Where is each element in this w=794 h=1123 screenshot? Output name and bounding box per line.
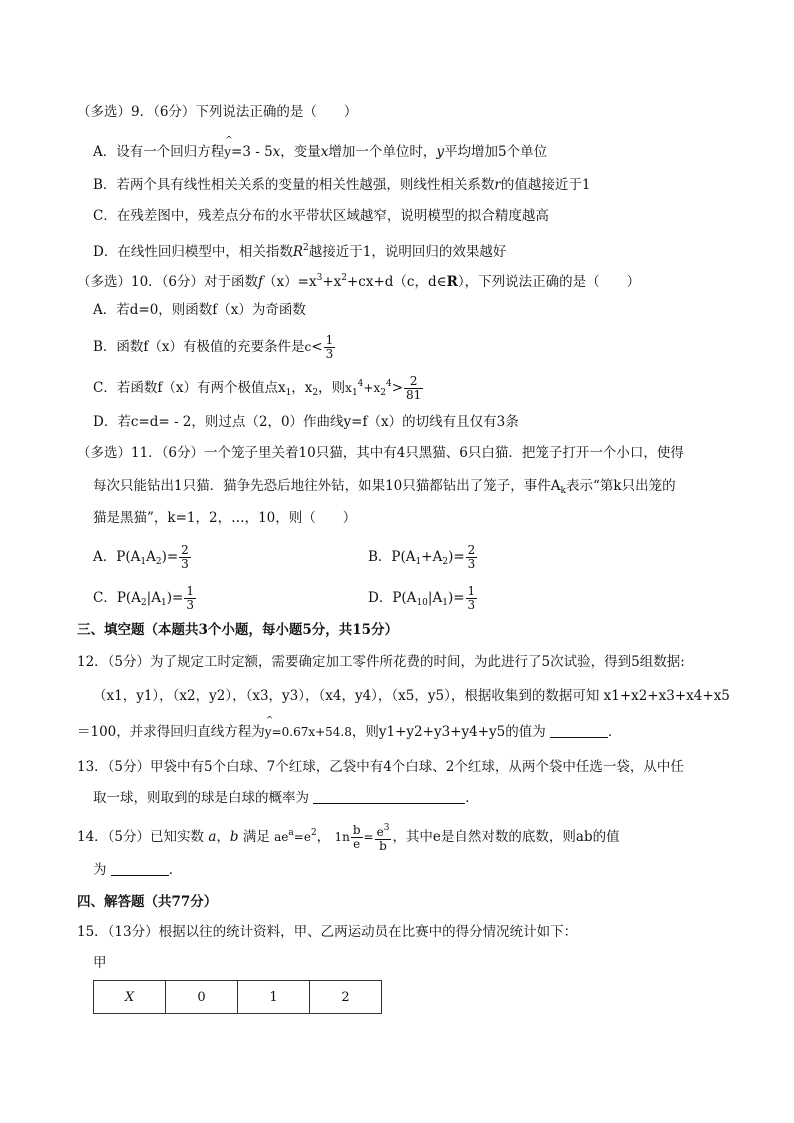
q14-fraction-e3-over-b: $\frac{e^3}{b}$: [376, 823, 390, 853]
q11-c-fraction: $\frac{1}{3}$: [186, 584, 194, 612]
q10-option-a: A．若d=0，则函数f（x）为奇函数: [93, 302, 306, 318]
q10-stem: （多选）10．（6分）对于函数$f(x)=x^3+x^2+cx+d(c$，d∈R），下列说法正确的是（ ）: [77, 273, 641, 290]
q11-d-fraction: $\frac{1}{3}$: [467, 584, 476, 612]
table-row: [94, 981, 382, 1014]
q12-stem-line3: ＝100，并求得回归直线方程为^ y=0.67x+54.8，则y1+y2+y3+y4+y5的值为 ．: [77, 722, 622, 742]
q14-stem-line2: 为 ．: [93, 862, 183, 878]
q10-b-fraction: $\frac{1}{3}$: [325, 333, 334, 361]
q11-b-fraction: $\frac{2}{3}$: [467, 543, 476, 571]
q15-distribution-table: [93, 980, 382, 1014]
table-cell: 1: [238, 981, 310, 1014]
table-cell: 2: [310, 981, 382, 1014]
q11-option-d: D．$P(A_{10}|A_1)=$ $\frac{1}{3}$: [368, 584, 476, 612]
q11-stem-line2: 每次只能钻出1只猫．猫争先恐后地往外钻，如果10只猫都钻出了笼子，事件$A_k$表示“第k只出笼的: [93, 478, 676, 496]
q11-option-a: A．$P(A_1A_2)=$ $\frac{2}{3}$: [93, 543, 189, 571]
q11-option-b: B．$P(A_1+A_2)=$ $\frac{2}{3}$: [368, 543, 476, 571]
q10-option-c: C．若函数f（x）有两个极值点$x_1$，$x_2$，则$x_1^4+x_2^4>$ $\frac{2}{81}$: [93, 374, 422, 402]
q14-fraction-b-over-e: $\frac{b}{e}$: [352, 823, 361, 851]
q12-stem-line2: （x1，y1），（x2，y2），（x3，y3），（x4，y4），（x5，y5），根据收集到的数据可知 x1+x2+x3+x4+x5: [93, 688, 730, 704]
q13-stem-line1: 13．（5分）甲袋中有5个白球、7个红球，乙袋中有4个白球、2个红球，从两个袋中任选一袋，从中任: [77, 759, 684, 775]
table-cell: X: [94, 981, 166, 1014]
q11-a-fraction: $\frac{2}{3}$: [181, 543, 189, 571]
q9-option-d: D．在线性回归模型中，相关指数$R^2$越接近于1，说明回归的效果越好: [93, 243, 507, 260]
q10-option-d: D．若c=d= - 2，则过点（2，0）作曲线y=f（x）的切线有且仅有3条: [93, 414, 519, 430]
q14-stem-line1: 14．（5分）已知实数 a，b 满足 $ae^a=e^2$， 1n $\frac{b}{e}$ = $\frac{e^3}{b}$ ，其中e是自然对数的底数，则ab的值: [77, 823, 620, 853]
q11-option-c: C．$P(A_2|A_1)=$ $\frac{1}{3}$: [93, 584, 194, 612]
q13-stem-line2: 取一球，则取到的球是白球的概率为 ．: [93, 790, 479, 806]
q9-option-c: C．在残差图中，残差点分布的水平带状区域越窄，说明模型的拟合精度越高: [93, 208, 549, 224]
q14-answer-blank[interactable]: [111, 861, 169, 876]
table-cell: 0: [166, 981, 238, 1014]
q11-stem-line1: （多选）11．（6分）一个笼子里关着10只猫，其中有4只黑猫、6只白猫．把笼子打开一个小口，使得: [77, 445, 684, 461]
q9-option-a: A．设有一个回归方程^ y=3 - 5x，变量x增加一个单位时，y平均增加5个单位: [93, 142, 547, 162]
q12-stem-line1: 12．（5分）为了规定工时定额，需要确定加工零件所花费的时间，为此进行了5次试验，得到5组数据:: [77, 654, 685, 670]
section-solution-heading: 四、解答题（共77分）: [77, 894, 218, 910]
q12-answer-blank[interactable]: [550, 723, 608, 738]
q11-stem-line3: 猫是黑猫”，k=1，2，…，10，则（ ）: [93, 510, 357, 526]
q10-option-b: B．函数f（x）有极值的充要条件是c< $\frac{1}{3}$: [93, 333, 334, 361]
q9-stem: （多选）9．（6分）下列说法正确的是（ ）: [77, 104, 358, 120]
q13-answer-blank[interactable]: [313, 789, 465, 804]
q15-stem: 15．（13分）根据以往的统计资料，甲、乙两运动员在比赛中的得分情况统计如下：: [77, 924, 578, 940]
q10-c-fraction: $\frac{2}{81}$: [406, 374, 422, 402]
section-fill-in-heading: 三、填空题（本题共3个小题，每小题5分，共15分）: [77, 622, 399, 638]
q15-table-label: 甲: [93, 955, 107, 971]
q9-option-b: B．若两个具有线性相关关系的变量的相关性越强，则线性相关系数r的值越接近于1: [93, 177, 591, 193]
